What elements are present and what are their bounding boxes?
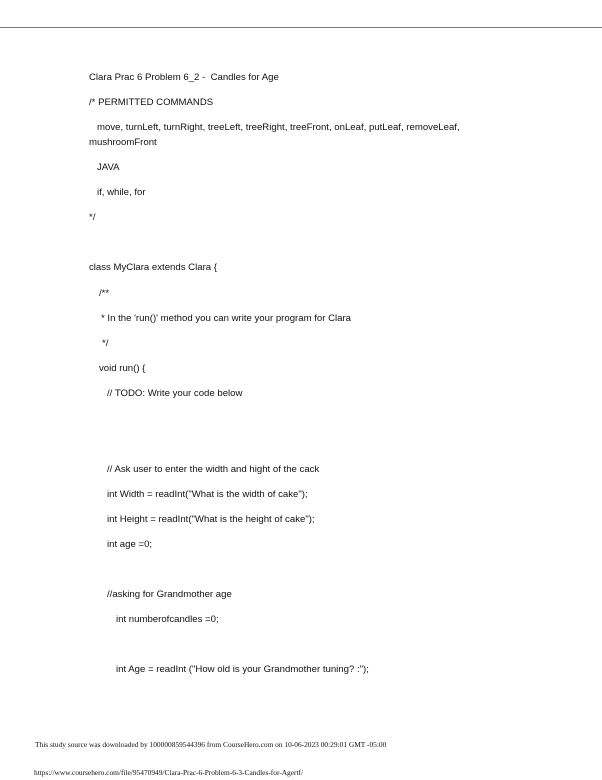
- header-divider: [0, 27, 602, 28]
- code-line: * In the 'run()' method you can write your program for Clara: [101, 313, 352, 324]
- code-line: int Height = readInt("What is the height of cake");: [107, 514, 315, 525]
- code-line: // Ask user to enter the width and hight of the cack: [107, 464, 320, 475]
- code-line: //asking for Grandmother age: [107, 589, 232, 600]
- code-line: int Width = readInt("What is the width of cake");: [107, 489, 308, 500]
- source-url[interactable]: https://www.coursehero.com/file/95470949/Clara-Prac-6-Problem-6-3-Candles-for-Agertf/: [34, 768, 304, 777]
- document-title: Clara Prac 6 Problem 6_2 - Candles for Age: [89, 72, 279, 83]
- code-line: void run() {: [99, 363, 146, 374]
- code-line: int age =0;: [107, 539, 153, 550]
- code-line: class MyClara extends Clara {: [89, 262, 217, 273]
- code-line: if, while, for: [97, 187, 146, 198]
- code-line: */: [89, 212, 96, 223]
- code-line: /**: [99, 288, 110, 299]
- code-line: JAVA: [97, 162, 120, 173]
- code-line: mushroomFront: [89, 137, 157, 148]
- code-line: move, turnLeft, turnRight, treeLeft, treeRight, treeFront, onLeaf, putLeaf, removeLeaf,: [97, 122, 460, 133]
- code-line: */: [102, 338, 109, 349]
- download-notice: This study source was downloaded by 100000859544396 from CourseHero.com on 10-06-2023 00:29:01 GMT -05:00: [35, 740, 387, 749]
- code-line: /* PERMITTED COMMANDS: [89, 97, 214, 108]
- code-line: int Age = readInt ("How old is your Grandmother tuning? :");: [116, 664, 369, 675]
- code-line: int numberofcandles =0;: [116, 614, 219, 625]
- code-line: // TODO: Write your code below: [107, 388, 243, 399]
